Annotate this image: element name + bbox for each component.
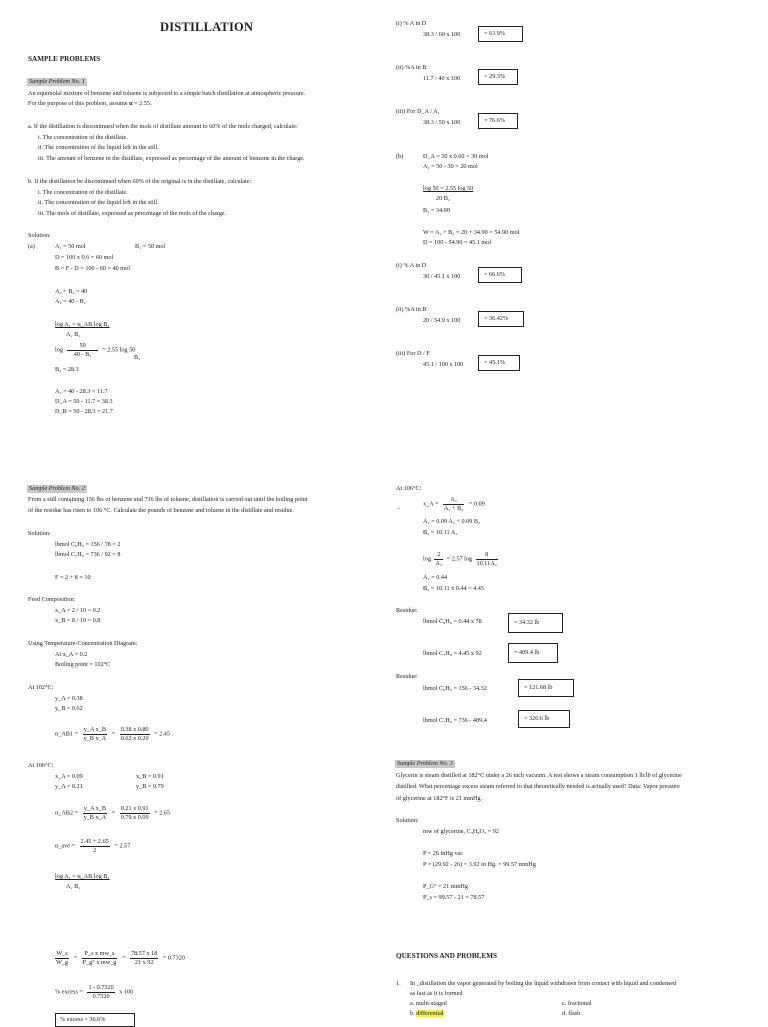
sp1b-result-ii-calc: 20 / 54.9 x 100 [423,317,461,324]
sp3-p-vac: P = 26 inHg vac [423,850,464,857]
sp1-result-da: D_A = 50 - 11.7 = 38.3 [55,398,113,405]
denominator: P_g° x mw_g [82,958,117,966]
sp2-feed-total: F = 2 + 8 = 10 [55,574,91,581]
numerator: 0.38 x 0.80 [120,726,149,733]
sp1-part-a-item: ii. The concentration of the liquid left in the still. [38,144,159,151]
sp2-distillate-toluene: lbmol C₇H₈ = 736 - 409.4 [423,717,487,724]
numerator: y_A x_B [83,805,106,812]
sample-problem-3-label: Sample Problem No. 3 [397,760,453,767]
sp2-right-at-106: At 106°C: [396,485,422,492]
sp1-result-iii-label: (iii) For D_A / A₁ [396,108,440,115]
question-1-option-a: a. multi-staged [410,1000,447,1007]
numerator: 50 [67,342,97,351]
sp1-log-equation-denominators: A₂ B₂ [66,331,81,338]
sp1-part-a-intro: a. If the distillation is discontinued when the mols of distillate amount to 60% of the mols charged, calculate: [28,123,298,130]
denominator: W_g [56,958,69,966]
fraction [434,551,443,568]
sp2-distillate-benzene-answer: = 121.68 lb [518,679,574,697]
sp1-part-b-item: i. The concentration of the distillate. [38,189,128,196]
sp1-result-db: D_B = 50 - 28.3 = 21.7 [55,408,113,415]
numerator: 8 [476,551,498,560]
denominator: y_B x_A [83,813,107,821]
equals-sign: = [73,954,78,962]
sp3-pg-line: P_G° = 21 mmHg [423,883,468,890]
xa-result: = 0.09 [468,500,485,508]
sp1-part-b-intro: b. If the distillation be discontinued when 60% of the original is in the distillate, calculate: [28,178,252,185]
option-b-answer-highlight: differential [416,1010,444,1017]
sp1b-result-iii-answer: = 45.1% [478,355,520,371]
times-100: x 100 [119,988,134,996]
sp1-b-a2-line: A₂ = 50 - 30 = 20 mol [423,163,478,170]
excess-label: % excess = [55,988,83,996]
sp1-a2b2-line: A₂ + B₂ = 40 [55,288,88,295]
sp1-part-a-item: iii. The amount of benzene in the distillate, expressed as percentage of the amount of benzene in the charge. [38,155,305,162]
alpha-ave-label: α_ave = [55,842,75,850]
sp1b-result-i-answer: = 66.6% [478,267,522,283]
sp2-statement-line-1: From a still containing 156 lbs of benzene and 736 lbs of toluene, distillation is carried out until the boiling point [28,496,308,503]
sp2-a2-line: A₂ = 0.09 A₂ + 0.09 B₂ [423,518,481,525]
sp2-residue-benzene: lbmol C₆H₆ = 0.44 x 78 [423,618,482,625]
sp1-result-ii-label: (ii) %A in B [396,64,427,71]
question-1-option-c: c. fractional [562,1000,592,1007]
numerator: 2 [434,551,443,560]
fraction [55,950,69,967]
sp2-at-106: At 106°C: [28,762,54,769]
sp1b-result-ii-label: (ii) %A in B [396,306,427,313]
question-1-option-d: d. flash [562,1010,581,1017]
alpha-label: α_AB1 = [55,730,79,738]
sp2-xa-106: x_A = 0.09 [55,773,83,780]
sp2-benzene-moles: lbmol C₆H₆ = 156 / 78 = 2 [55,541,121,548]
sp1-b-b2-line: B₂ = 34.90 [423,207,450,214]
denominator: 10.11A₂ [476,559,497,567]
sp1-log-rhs-den: B₂ [134,354,141,361]
sp2-log-den: A₂ B₂ [66,883,81,890]
sp1b-result-iii-calc: 45.1 / 100 x 100 [423,361,464,368]
sp2-distillate-label: Residue: [396,673,418,680]
sp2-residue-toluene-answer: = 409.4 lb [508,643,558,663]
sp2-distillate-toluene-answer: = 326.6 lb [518,710,570,728]
sp1-b-line: B = F - D = 100 - 60 = 40 mol [55,265,130,272]
sp2-yb-106: y_B = 0.79 [136,783,164,790]
fraction [120,726,150,743]
fraction [476,551,498,568]
log-text: log [55,346,63,354]
alpha-label: α_AB2 = [55,809,79,817]
sp3-statement-line-2: distilled. What percentage excess steam referred to that theoretically needed is actually used? Data: Vapor pressure [396,783,680,790]
sp2-alpha-1 [55,726,170,743]
numerator: 78.57 x 18 [130,950,158,957]
question-1-number: 1. [396,980,401,987]
numerator: W_s [56,950,68,957]
sp3-statement-line-3: of glycerine at 182°F is 21 mmHg. [396,795,483,802]
sample-problem-1-label: Sample Problem No. 1 [29,78,85,85]
sp3-solution-label: Solution: [396,817,419,824]
sp1-log-equation: log A₁ = α_AB log B₁ [55,321,110,328]
denominator: 40 - B₂ [73,350,92,358]
sp3-excess-answer: % excess = 36.6% [55,1013,135,1027]
sp2-feed-composition-label: Feed Composition: [28,596,76,603]
sp3-excess-eq [55,984,133,1001]
sp1-result-i-label: (i) % A in D [396,20,427,27]
sp2-solution-label: Solution: [28,530,51,537]
fraction [443,496,465,513]
sp3-p-abs: P = (29.92 - 26) = 3.92 in Hg. = 99.57 mmHg [423,861,536,868]
sp1-solution-label: Solution: [28,232,51,239]
sp2-boiling-point: Boiling point = 102°C [55,661,111,668]
numerator: A₂ [443,496,465,505]
sp1b-result-i-label: (i) % A in D [396,262,427,269]
sp2-log-line: log A₁ = α_AB log B₁ [55,873,110,880]
sp2-ya: y_A = 0.38 [55,695,83,702]
fraction [130,950,158,967]
alpha-result: = 2.65 [154,809,170,817]
fraction [83,805,108,822]
sp1-result-iii-answer: = 76.6% [478,113,518,129]
numerator: 1 - 0.7320 [88,984,114,991]
questions-heading: QUESTIONS AND PROBLEMS [396,952,498,960]
fraction [67,342,97,359]
sample-problem-2-label: Sample Problem No. 2 [29,485,85,492]
sp2-residue-label: Residue: [396,607,418,614]
sp2-log2 [423,551,500,568]
ratio-result: = 0.7320 [162,954,185,962]
sp3-statement-line-1: Glycerin is steam distilled at 182°C under a 26 inch vacuum. A test shows a steam consumption 1 lb/lb of glycerine [396,772,682,779]
equals-sign: = [111,809,116,817]
sample-problems-heading: SAMPLE PROBLEMS [28,55,101,63]
sp1-a1-line: A₁ = 50 mol [55,243,86,250]
sp1-b-w-line: W = A₂ + B₂ = 20 + 34.90 = 54.90 mol [423,229,520,236]
sp1-result-ii-calc: 11.7 / 40 x 100 [423,75,461,82]
sp2-toluene-moles: lbmol C₇H₈ = 736 / 92 = 8 [55,551,121,558]
sp1-result-iii-calc: 38.3 / 50 x 100 [423,119,461,126]
numerator: 2.45 + 2.65 [80,838,109,845]
question-1-line-1: In _distillation the vapor generated by boiling the liquid withdrawn from contact with liquid and condensed [410,980,677,987]
sp2-feed-xa: x_A = 2 / 10 = 0.2 [55,607,101,614]
equals-sign: = [121,954,126,962]
fraction [120,805,150,822]
sp1b-result-i-calc: 30 / 45.1 x 100 [423,273,461,280]
sp1-part-b-marker: (b) [396,153,404,160]
sp2-residue-toluene: lbmol C₇H₈ = 4.45 x 92 [423,650,482,657]
sp1-result-ii-answer: = 29.3% [478,69,518,85]
denominator: A₂ + B₂ [443,504,464,512]
sp1-b-d-line: D = 100 - 54.90 = 45.1 mol [423,239,491,246]
denominator: 0.79 x 0.09 [120,813,149,821]
sp1-part-b-item: iii. The mols of distillate, expressed as percentage of the mols of the charge. [38,210,227,217]
sp2-statement-line-2: of the residue has risen to 106 °C. Calculate the pounds of benzene and toluene in the distillate and residue. [28,507,294,514]
sp2-b2-result: B₂ = 10.11 x 0.44 = 4.45 [423,585,484,592]
denominator: A₂ [435,559,443,567]
sp1-b-da-line: D_A = 50 x 0.60 = 30 mol [423,153,489,160]
sp2-b2-line: B₂ = 10.11 A₂ [423,529,458,536]
alpha-symbol: α [129,100,133,107]
fraction [80,838,110,855]
sp1-b1-line: B₁ = 50 mol [135,243,166,250]
sp3-ps-line: P_s = 99.57 - 21 = 78.57 [423,894,485,901]
numerator: 0.21 x 0.91 [120,805,149,812]
sp1-statement-line-1: An equimolal mixture of benzene and toluene is subjected to a simple batch distillation at atmospheric pressure. [28,90,306,97]
log-mid: = 2.57 log [446,555,472,563]
fraction [83,726,108,743]
sp1-result-i-answer: = 63.9% [478,26,523,42]
sp2-ya-106: y_A = 0.21 [55,783,83,790]
question-1-line-2: as fast as it is formed [410,990,463,997]
sp3-mw-line: mw of glycerine, C₃H₈O₃ = 92 [423,828,499,835]
sp2-xa-eq [423,496,485,513]
sp1-statement-line-2-pre: For the purpose of this problem, assume [28,100,128,107]
sp1-result-i-calc: 38.3 / 60 x 100 [423,31,461,38]
denominator: y_B x_A [83,734,107,742]
sp2-distillate-benzene: lbmol C₆H₆ = 156 - 34.32 [423,685,487,692]
fraction [87,984,114,1001]
question-1-option-b [410,1010,444,1018]
page-title: DISTILLATION [160,20,254,34]
sp2-alpha-ave [55,838,130,855]
alpha-result: = 2.45 [154,730,170,738]
sp1-part-a-marker: (a) [28,243,35,250]
xa-label: x_A = [423,500,439,508]
sp1-statement-line-2-post: = 2.55. [134,100,152,107]
option-b-letter: b. [410,1010,415,1017]
sp2-yb: y_B = 0.62 [55,705,83,712]
sp2-feed-xb: x_B = 8 / 10 = 0.8 [55,617,101,624]
sp1-part-b-item: ii. The concentration of the liquid left in the still. [38,199,159,206]
equals-sign: = [111,730,116,738]
numerator: y_A x_B [83,726,106,733]
sp1-b-log-line: log 50 = 2.55 log 50 [423,185,474,192]
sp1-b-log-den: 20 B₂ [436,195,451,202]
sp2-alpha-2 [55,805,170,822]
dash-mark: – [397,505,401,512]
denominator: 0.7320 [92,992,110,1000]
numerator: P_s x mw_s [82,950,118,959]
sp2-at-xa: At x_A = 0.2 [55,651,88,658]
denominator: 2 [93,846,97,854]
sp1b-result-iii-label: (iii) For D / F [396,350,430,357]
sp1-part-a-item: i. The concentration of the distillate. [38,134,128,141]
denominator: 21 x 92 [134,958,154,966]
sp2-a2-result: A₂ = 0.44 [423,574,448,581]
sp1-statement-line-2 [28,100,152,108]
sp1-b2-result: B₂ = 28.3 [55,366,79,373]
sp3-mass-ratio [55,950,185,967]
fraction [82,950,118,967]
sp2-at-102: At 102°C: [28,684,54,691]
sp1-log-equation-2 [55,342,135,359]
sp2-xb-106: x_B = 0.91 [136,773,164,780]
sp1b-result-ii-answer: = 36.42% [478,311,524,327]
sp2-residue-benzene-answer: = 34.32 lb [508,613,563,633]
denominator: 0.62 x 0.20 [120,734,149,742]
log-text: log [423,555,431,563]
sp2-tcd-label: Using Temperature-Concentration Diagram: [28,640,138,647]
sp1-d-line: D = 100 x 0.6 = 60 mol [55,254,114,261]
log-rhs: = 2.55 log 50 [102,346,136,354]
sp1-result-a2: A₂ = 40 - 28.3 = 11.7 [55,388,108,395]
alpha-ave-result: = 2.57 [114,842,131,850]
sp1-a2-line: A₂ = 40 - B₂ [55,298,86,305]
